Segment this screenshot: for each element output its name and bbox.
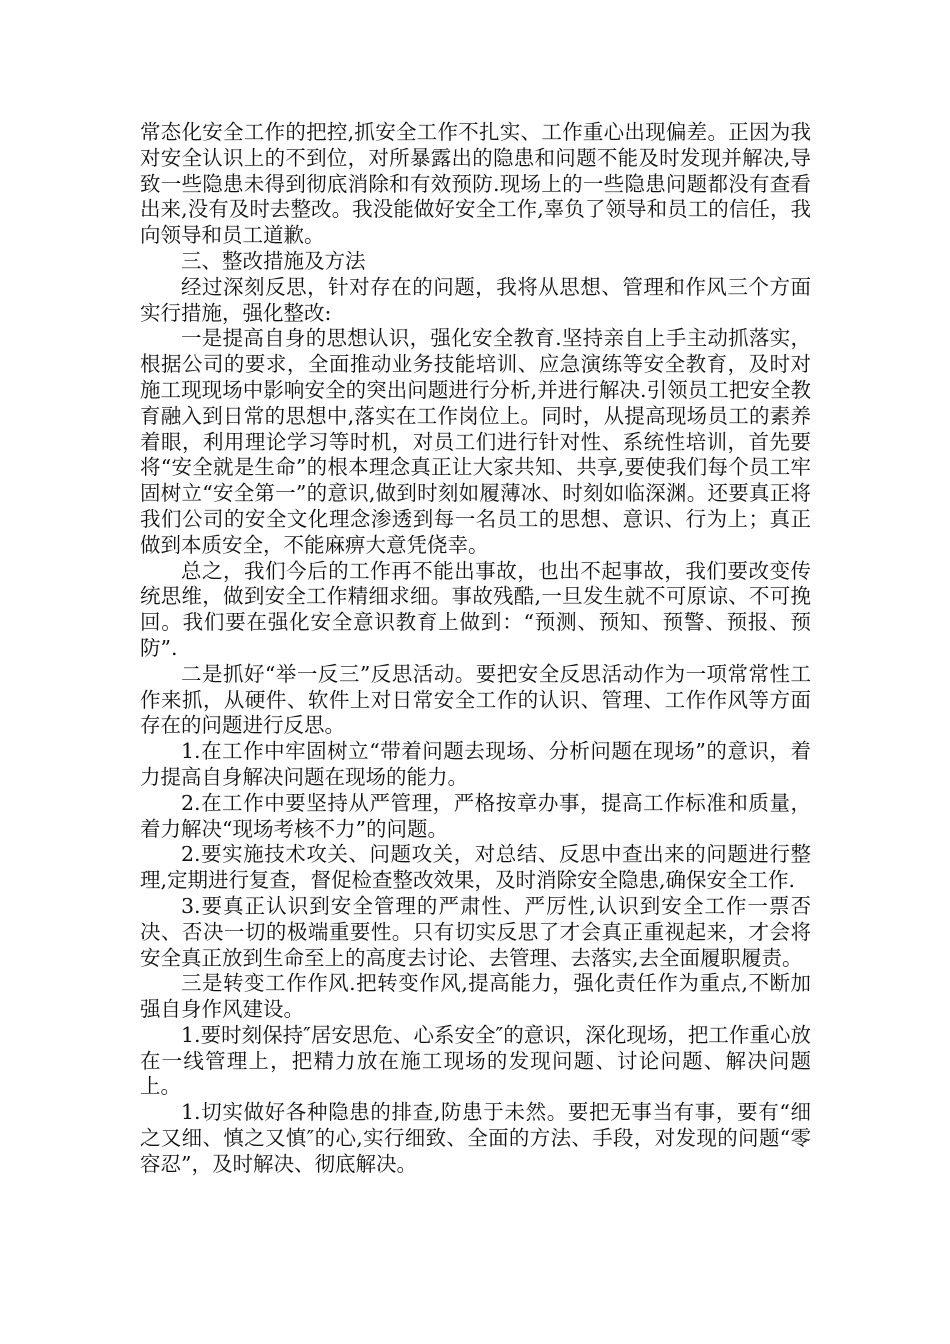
- paragraph-summary: 总之，我们今后的工作再不能出事故，也出不起事故，我们要改变传统思维，做到安全工作精细求细。事故残酷,一旦发生就不可原谅、不可挽回。我们要在强化安全意识教育上做到：“预测、预知、预警、预报、预防”.: [140, 558, 811, 660]
- paragraph-measure-two: 二是抓好“举一反三”反思活动。要把安全反思活动作为一项常常性工作来抓，从硬件、软件上对日常安全工作的认识、管理、工作作风等方面存在的问题进行反思。: [140, 661, 811, 738]
- list-item: 2.在工作中要坚持从严管理，严格按章办事，提高工作标准和质量，着力解决“现场考核不力”的问题。: [140, 790, 811, 841]
- paragraph-measure-three: 三是转变工作作风.把转变作风,提高能力，强化责任作为重点,不断加强自身作风建设。: [140, 971, 811, 1022]
- list-item: 3.要真正认识到安全管理的严肃性、严厉性,认识到安全工作一票否决、否决一切的极端重要性。只有切实反思了才会真正重视起来，才会将安全真正放到生命至上的高度去讨论、去管理、去落实,去全面履职履责。: [140, 893, 811, 970]
- list-item: 1.要时刻保持″居安思危、心系安全″的意识，深化现场，把工作重心放在一线管理上，把精力放在施工现场的发现问题、讨论问题、解决问题上。: [140, 1022, 811, 1099]
- paragraph-reflection: 经过深刻反思，针对存在的问题，我将从思想、管理和作风三个方面实行措施，强化整改:: [140, 274, 811, 325]
- document-body: [140, 120, 811, 1178]
- paragraph-intro-continued: 常态化安全工作的把控,抓安全工作不扎实、工作重心出现偏差。正因为我对安全认识上的不到位，对所暴露出的隐患和问题不能及时发现并解决,导致一些隐患未得到彻底消除和有效预防.现场上的一些隐患问题都没有查看出来,没有及时去整改。我没能做好安全工作,辜负了领导和员工的信任，我向领导和员工道歉。: [140, 120, 811, 248]
- section-heading-rectification: 三、整改措施及方法: [181, 248, 366, 273]
- list-item: 2.要实施技术攻关、问题攻关，对总结、反思中查出来的问题进行整理,定期进行复查，督促检查整改效果，及时消除安全隐患,确保安全工作.: [140, 842, 811, 893]
- paragraph-measure-one: 一是提高自身的思想认识，强化安全教育.坚持亲自上手主动抓落实，根据公司的要求，全面推动业务技能培训、应急演练等安全教育，及时对施工现现场中影响安全的突出问题进行分析,并进行解决.引领员工把安全教育融入到日常的思想中,落实在工作岗位上。同时，从提高现场员工的素养着眼，利用理论学习等时机，对员工们进行针对性、系统性培训，首先要将“安全就是生命”的根本理念真正让大家共知、共享,要使我们每个员工牢固树立“安全第一”的意识,做到时刻如履薄冰、时刻如临深渊。还要真正将我们公司的安全文化理念渗透到每一名员工的思想、意识、行为上；真正做到本质安全，不能麻痹大意凭侥幸。: [140, 326, 811, 557]
- list-item: 1.在工作中牢固树立“带着问题去现场、分析问题在现场”的意识，着力提高自身解决问题在现场的能力。: [140, 739, 811, 789]
- list-item: 1.切实做好各种隐患的排查,防患于未然。要把无事当有事，要有“细之又细、慎之又慎″的心,实行细致、全面的方法、手段，对发现的问题“零容忍”，及时解决、彻底解决。: [140, 1100, 811, 1176]
